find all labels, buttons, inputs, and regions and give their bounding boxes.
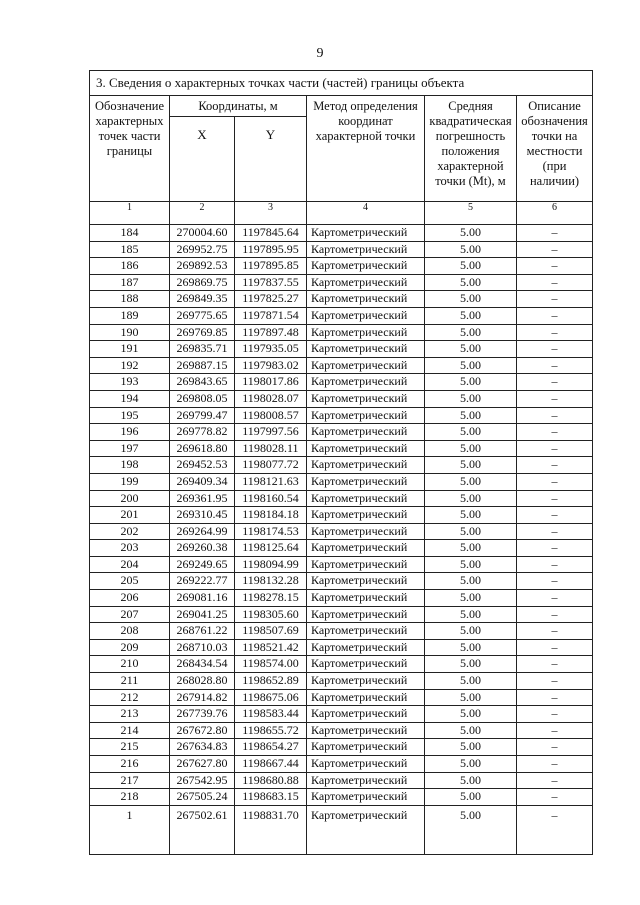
cell-description: –: [517, 374, 593, 391]
cell-y: 1197935.05: [235, 341, 307, 358]
cell-method: Картометрический: [307, 291, 425, 308]
cell-method: Картометрический: [307, 357, 425, 374]
section-title: 3. Сведения о характерных точках части (частей) границы объекта: [90, 71, 593, 96]
cell-error: 5.00: [425, 424, 517, 441]
cell-x: 268710.03: [170, 639, 235, 656]
cell-error: 5.00: [425, 673, 517, 690]
table-row: [90, 656, 593, 673]
cell-description: –: [517, 673, 593, 690]
cell-point: 196: [90, 424, 170, 441]
cell-error: 5.00: [425, 324, 517, 341]
cell-description: –: [517, 291, 593, 308]
cell-error: 5.00: [425, 390, 517, 407]
cell-method: Картометрический: [307, 490, 425, 507]
cell-method: Картометрический: [307, 424, 425, 441]
table-row: [90, 241, 593, 258]
table-row: [90, 258, 593, 275]
cell-error: 5.00: [425, 805, 517, 854]
cell-point: 203: [90, 540, 170, 557]
cell-method: Картометрический: [307, 639, 425, 656]
table-row: [90, 407, 593, 424]
header-method: Метод определения координат характерной точки: [307, 96, 425, 202]
cell-error: 5.00: [425, 473, 517, 490]
cell-method: Картометрический: [307, 523, 425, 540]
cell-description: –: [517, 739, 593, 756]
cell-description: –: [517, 623, 593, 640]
column-number: 4: [307, 202, 425, 225]
cell-method: Картометрический: [307, 573, 425, 590]
cell-point: 199: [90, 473, 170, 490]
cell-x: 269081.16: [170, 590, 235, 607]
cell-point: 187: [90, 274, 170, 291]
cell-point: 215: [90, 739, 170, 756]
table-row: [90, 473, 593, 490]
cell-method: Картометрический: [307, 225, 425, 242]
cell-y: 1198305.60: [235, 606, 307, 623]
cell-error: 5.00: [425, 639, 517, 656]
cell-method: Картометрический: [307, 473, 425, 490]
column-number: 5: [425, 202, 517, 225]
table-row: [90, 390, 593, 407]
cell-error: 5.00: [425, 457, 517, 474]
cell-description: –: [517, 523, 593, 540]
cell-y: 1198683.15: [235, 789, 307, 806]
cell-error: 5.00: [425, 241, 517, 258]
column-number: 6: [517, 202, 593, 225]
cell-error: 5.00: [425, 490, 517, 507]
cell-method: Картометрический: [307, 341, 425, 358]
cell-point: 208: [90, 623, 170, 640]
cell-y: 1198174.53: [235, 523, 307, 540]
table-row: [90, 772, 593, 789]
cell-point: 188: [90, 291, 170, 308]
table-row: [90, 507, 593, 524]
cell-x: 269808.05: [170, 390, 235, 407]
cell-method: Картометрический: [307, 623, 425, 640]
cell-x: 269892.53: [170, 258, 235, 275]
cell-y: 1198652.89: [235, 673, 307, 690]
cell-error: 5.00: [425, 507, 517, 524]
cell-description: –: [517, 606, 593, 623]
cell-y: 1197825.27: [235, 291, 307, 308]
cell-y: 1198675.06: [235, 689, 307, 706]
cell-point: 197: [90, 440, 170, 457]
cell-method: Картометрический: [307, 590, 425, 607]
cell-method: Картометрический: [307, 689, 425, 706]
cell-error: 5.00: [425, 540, 517, 557]
cell-error: 5.00: [425, 258, 517, 275]
cell-description: –: [517, 573, 593, 590]
cell-point: 204: [90, 556, 170, 573]
cell-description: –: [517, 689, 593, 706]
boundary-points-table: [89, 70, 593, 855]
cell-y: 1197845.64: [235, 225, 307, 242]
cell-y: 1197983.02: [235, 357, 307, 374]
cell-x: 267542.95: [170, 772, 235, 789]
cell-y: 1198654.27: [235, 739, 307, 756]
cell-error: 5.00: [425, 225, 517, 242]
cell-point: 218: [90, 789, 170, 806]
cell-x: 269775.65: [170, 307, 235, 324]
column-number: 1: [90, 202, 170, 225]
table-row: [90, 706, 593, 723]
table-row: [90, 341, 593, 358]
cell-method: Картометрический: [307, 390, 425, 407]
table-row: [90, 590, 593, 607]
cell-y: 1198017.86: [235, 374, 307, 391]
cell-method: Картометрический: [307, 274, 425, 291]
cell-error: 5.00: [425, 706, 517, 723]
cell-description: –: [517, 556, 593, 573]
cell-description: –: [517, 540, 593, 557]
cell-point: 201: [90, 507, 170, 524]
cell-y: 1197897.48: [235, 324, 307, 341]
cell-description: –: [517, 756, 593, 773]
cell-method: Картометрический: [307, 507, 425, 524]
cell-method: Картометрический: [307, 706, 425, 723]
table-row: [90, 523, 593, 540]
cell-point: 195: [90, 407, 170, 424]
cell-error: 5.00: [425, 440, 517, 457]
table-row: [90, 307, 593, 324]
cell-description: –: [517, 772, 593, 789]
cell-method: Картометрический: [307, 656, 425, 673]
cell-error: 5.00: [425, 307, 517, 324]
table-row: [90, 490, 593, 507]
cell-description: –: [517, 706, 593, 723]
header-error: Средняя квадратическая погрешность положения характерной точки (Mt), м: [425, 96, 517, 202]
cell-error: 5.00: [425, 623, 517, 640]
table-row: [90, 722, 593, 739]
cell-description: –: [517, 307, 593, 324]
cell-description: –: [517, 639, 593, 656]
cell-description: –: [517, 507, 593, 524]
table-row: [90, 789, 593, 806]
cell-y: 1198583.44: [235, 706, 307, 723]
cell-point: 198: [90, 457, 170, 474]
cell-y: 1198574.00: [235, 656, 307, 673]
table-row: [90, 374, 593, 391]
cell-y: 1197997.56: [235, 424, 307, 441]
cell-y: 1198077.72: [235, 457, 307, 474]
cell-method: Картометрический: [307, 457, 425, 474]
cell-y: 1198521.42: [235, 639, 307, 656]
cell-x: 267505.24: [170, 789, 235, 806]
cell-error: 5.00: [425, 573, 517, 590]
cell-method: Картометрический: [307, 258, 425, 275]
cell-method: Картометрический: [307, 805, 425, 854]
cell-description: –: [517, 407, 593, 424]
cell-method: Картометрический: [307, 407, 425, 424]
cell-x: 267672.80: [170, 722, 235, 739]
table-row: [90, 556, 593, 573]
cell-description: –: [517, 490, 593, 507]
cell-point: 1: [90, 805, 170, 854]
cell-x: 269310.45: [170, 507, 235, 524]
cell-point: 193: [90, 374, 170, 391]
cell-y: 1198125.64: [235, 540, 307, 557]
table-row: [90, 457, 593, 474]
cell-y: 1198507.69: [235, 623, 307, 640]
cell-method: Картометрический: [307, 307, 425, 324]
cell-method: Картометрический: [307, 374, 425, 391]
cell-y: 1198667.44: [235, 756, 307, 773]
cell-y: 1197895.95: [235, 241, 307, 258]
table-row: [90, 225, 593, 242]
table-row: [90, 540, 593, 557]
cell-method: Картометрический: [307, 722, 425, 739]
cell-description: –: [517, 722, 593, 739]
cell-error: 5.00: [425, 357, 517, 374]
cell-x: 269835.71: [170, 341, 235, 358]
header-description: Описание обозначения точки на местности (при наличии): [517, 96, 593, 202]
cell-point: 200: [90, 490, 170, 507]
cell-point: 190: [90, 324, 170, 341]
cell-point: 216: [90, 756, 170, 773]
cell-point: 191: [90, 341, 170, 358]
table-row: [90, 291, 593, 308]
cell-point: 186: [90, 258, 170, 275]
cell-x: 267627.80: [170, 756, 235, 773]
cell-point: 205: [90, 573, 170, 590]
cell-method: Картометрический: [307, 789, 425, 806]
column-number-row: [90, 202, 593, 225]
cell-y: 1197895.85: [235, 258, 307, 275]
cell-error: 5.00: [425, 341, 517, 358]
cell-error: 5.00: [425, 656, 517, 673]
cell-x: 269769.85: [170, 324, 235, 341]
cell-error: 5.00: [425, 556, 517, 573]
cell-point: 213: [90, 706, 170, 723]
cell-y: 1198160.54: [235, 490, 307, 507]
cell-x: 269618.80: [170, 440, 235, 457]
table-row: [90, 673, 593, 690]
cell-x: 269409.34: [170, 473, 235, 490]
cell-error: 5.00: [425, 756, 517, 773]
cell-x: 269843.65: [170, 374, 235, 391]
cell-y: 1198278.15: [235, 590, 307, 607]
table-row: [90, 274, 593, 291]
header-point: Обозначение характерных точек части границы: [90, 96, 170, 202]
table-row: [90, 606, 593, 623]
cell-y: 1197871.54: [235, 307, 307, 324]
cell-point: 189: [90, 307, 170, 324]
cell-point: 212: [90, 689, 170, 706]
cell-point: 209: [90, 639, 170, 656]
table-row: [90, 739, 593, 756]
cell-point: 217: [90, 772, 170, 789]
table-row: [90, 623, 593, 640]
cell-description: –: [517, 274, 593, 291]
cell-point: 210: [90, 656, 170, 673]
cell-description: –: [517, 258, 593, 275]
cell-x: 268028.80: [170, 673, 235, 690]
cell-y: 1198655.72: [235, 722, 307, 739]
cell-method: Картометрический: [307, 606, 425, 623]
cell-y: 1198831.70: [235, 805, 307, 854]
cell-description: –: [517, 241, 593, 258]
cell-y: 1198094.99: [235, 556, 307, 573]
table-row: [90, 689, 593, 706]
cell-error: 5.00: [425, 689, 517, 706]
cell-x: 269249.65: [170, 556, 235, 573]
cell-description: –: [517, 473, 593, 490]
table-row: [90, 424, 593, 441]
cell-method: Картометрический: [307, 739, 425, 756]
cell-y: 1197837.55: [235, 274, 307, 291]
cell-description: –: [517, 457, 593, 474]
cell-description: –: [517, 590, 593, 607]
cell-method: Картометрический: [307, 440, 425, 457]
cell-method: Картометрический: [307, 556, 425, 573]
cell-x: 268761.22: [170, 623, 235, 640]
cell-error: 5.00: [425, 590, 517, 607]
cell-error: 5.00: [425, 523, 517, 540]
table-row: [90, 805, 593, 854]
header-row-1: [90, 96, 593, 117]
cell-x: 267502.61: [170, 805, 235, 854]
cell-method: Картометрический: [307, 540, 425, 557]
cell-x: 269952.75: [170, 241, 235, 258]
cell-description: –: [517, 805, 593, 854]
column-number: 3: [235, 202, 307, 225]
cell-x: 268434.54: [170, 656, 235, 673]
cell-point: 214: [90, 722, 170, 739]
header-y: Y: [235, 117, 307, 202]
header-x: X: [170, 117, 235, 202]
column-number: 2: [170, 202, 235, 225]
cell-description: –: [517, 357, 593, 374]
cell-description: –: [517, 225, 593, 242]
cell-x: 269887.15: [170, 357, 235, 374]
table-row: [90, 639, 593, 656]
cell-y: 1198008.57: [235, 407, 307, 424]
table-row: [90, 440, 593, 457]
cell-x: 269849.35: [170, 291, 235, 308]
cell-error: 5.00: [425, 291, 517, 308]
cell-x: 267914.82: [170, 689, 235, 706]
cell-description: –: [517, 390, 593, 407]
cell-description: –: [517, 424, 593, 441]
cell-x: 269361.95: [170, 490, 235, 507]
cell-method: Картометрический: [307, 241, 425, 258]
table-row: [90, 756, 593, 773]
cell-x: 269869.75: [170, 274, 235, 291]
cell-error: 5.00: [425, 606, 517, 623]
cell-y: 1198680.88: [235, 772, 307, 789]
cell-x: 269041.25: [170, 606, 235, 623]
cell-error: 5.00: [425, 789, 517, 806]
cell-point: 211: [90, 673, 170, 690]
cell-y: 1198028.11: [235, 440, 307, 457]
cell-method: Картометрический: [307, 324, 425, 341]
cell-x: 270004.60: [170, 225, 235, 242]
cell-y: 1198028.07: [235, 390, 307, 407]
cell-description: –: [517, 656, 593, 673]
cell-x: 269799.47: [170, 407, 235, 424]
cell-x: 267739.76: [170, 706, 235, 723]
cell-point: 194: [90, 390, 170, 407]
cell-error: 5.00: [425, 407, 517, 424]
table-row: [90, 324, 593, 341]
cell-description: –: [517, 440, 593, 457]
cell-point: 184: [90, 225, 170, 242]
cell-error: 5.00: [425, 722, 517, 739]
table-row: [90, 573, 593, 590]
cell-method: Картометрический: [307, 673, 425, 690]
cell-x: 267634.83: [170, 739, 235, 756]
cell-x: 269260.38: [170, 540, 235, 557]
page-number: 9: [316, 46, 324, 61]
cell-error: 5.00: [425, 374, 517, 391]
cell-error: 5.00: [425, 739, 517, 756]
cell-description: –: [517, 789, 593, 806]
cell-method: Картометрический: [307, 772, 425, 789]
cell-x: 269264.99: [170, 523, 235, 540]
cell-point: 202: [90, 523, 170, 540]
table-row: [90, 357, 593, 374]
header-coordinates: Координаты, м: [170, 96, 307, 117]
cell-y: 1198132.28: [235, 573, 307, 590]
cell-description: –: [517, 341, 593, 358]
cell-point: 207: [90, 606, 170, 623]
cell-y: 1198121.63: [235, 473, 307, 490]
cell-description: –: [517, 324, 593, 341]
cell-point: 192: [90, 357, 170, 374]
cell-y: 1198184.18: [235, 507, 307, 524]
cell-x: 269222.77: [170, 573, 235, 590]
cell-error: 5.00: [425, 274, 517, 291]
cell-x: 269778.82: [170, 424, 235, 441]
cell-method: Картометрический: [307, 756, 425, 773]
section-title-row: [90, 71, 593, 96]
cell-error: 5.00: [425, 772, 517, 789]
cell-point: 185: [90, 241, 170, 258]
cell-point: 206: [90, 590, 170, 607]
cell-x: 269452.53: [170, 457, 235, 474]
